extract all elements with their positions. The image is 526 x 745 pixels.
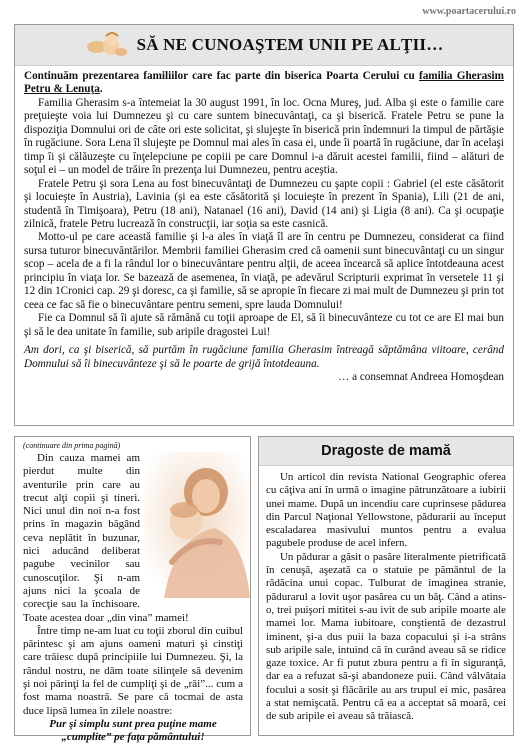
family-article	[14, 24, 514, 426]
family-article-title: SĂ NE CUNOAŞTEM UNII PE ALŢII…	[136, 35, 444, 54]
family-article-intro	[24, 70, 504, 97]
cherub-icon	[85, 30, 129, 60]
quote-line-1: Pur şi simplu sunt prea puţine mame	[49, 717, 217, 730]
family-paragraph-3: Motto-ul pe care această familie şi l-a ales în viaţă îl are în centru pe Dumnezeu, considerat ca fiind sursa tuturor binecuvântărilor. Membrii familiei Gherasim cred că oamenii sunt binecuvântaţi cu un singur scop – acela de a fi la rândul lor o binecuvântare pentru alţii, de aceea încearcă să aplice întotdeauna acest principiu în viaţa lor. Se bazează de asemenea, în viaţă, pe adevărul Scripturii exprimat în versetele 11 şi 12 din 1Cronici cap. 29 şi doresc, ca şi familie, să se apropie în fiecare zi mai mult de Dumnezeu şi prin tot ceea ce fac să fie o binecuvântare pentru semeni, spre lauda Domnului!	[24, 231, 504, 311]
family-signature: … a consemnat Andreea Homoşdean	[338, 370, 504, 383]
intro-text: Continuăm prezentarea familiilor care fac parte din biserica Poarta Cerului cu	[24, 70, 419, 82]
continued-note: (continuare din prima pagină)	[23, 441, 121, 450]
mother-and-child-illustration	[144, 452, 250, 598]
family-paragraph-4: Fie ca Domnul să îi ajute să rămână cu toţii aproape de El, să îi binecuvânteze cu tot ce are El mai bun şi să le dea unitate în familie, sub aripile dragostei Lui!	[24, 312, 504, 338]
family-article-body	[15, 66, 513, 384]
mothers-love-header	[259, 437, 513, 466]
mothers-love-body	[259, 466, 513, 724]
mothers-love-article	[258, 436, 514, 736]
family-article-header	[15, 25, 513, 66]
mothers-paragraph-2: Între timp ne-am luat cu toţii zborul din cuibul părintesc şi am ajuns oameni maturi şi cinstiţi care trăiesc după principiile lui Dumnezeu. Şi, la rândul nostru, ne dăm toate silinţele să devenim şi noi părinţi la fel de cumpliţi şi de „răi”... cum a fost mama noastră. Se pare că tocmai de asta duce lipsă lumea în zilele noastre:	[23, 624, 243, 717]
family-paragraph-1: Familia Gherasim s-a întemeiat la 30 august 1991, în loc. Ocna Mureş, jud. Alba şi este o familie care preţuieşte voia lui Dumnezeu şi cu care suntem binecuvântaţi, ca şi biserică. Fratele Petru se pune la dispoziţia Domnului ori de câte ori este solicitat, şi slujeşte în biserică prin îndemnuri la timpul de părtăşie în rugăciune. Sora Lena îl slujeşte pe Domnul mai ales în casa ei, unde îi poartă în rugăciune, dar în acelaşi timp îi şi călăuzeşte cu înţelepciune pe copiii pe care Domnul i-a dăruit acestei familii, fiind – alături de soţul ei – un model de trăire în prezenţa lui Dumnezeu, pentru aceştia.	[24, 96, 504, 177]
mothers-paragraph-1: Din cauza mamei am pierdut multe din aventurile prin care au trecut alţi copii şi tineri. Nici unul din noi n-a fost prins în magazin băgând ceva neplătit în buzunar, nici aducând deliberat pagube vecinilor sau cunoscuţilor. Şi n-am ajuns nici la şcoala de corecţie sau la închisoare. Toate acestea doar „din vina” mamei!	[23, 452, 189, 624]
mothers-love-paragraph-1: Un articol din revista National Geographic oferea cu câţiva ani în urmă o imagine pătrunzătoare a iubirii unei mame. După un incendiu care cuprinsese pădurea din Parcul Naţional Yellowstone, pădurarii au început escaladarea masivului muntos pentru a evalua pagubele produse de acel infern.	[266, 471, 506, 550]
family-name-link[interactable]: familia Gherasim Petru & Lenuţa	[24, 70, 504, 96]
mothers-article-body	[15, 437, 250, 745]
intro-suffix: .	[99, 83, 103, 96]
mothers-love-paragraph-2: Un pădurar a găsit o pasăre literalmente pietrificată în cenuşă, aşezată ca o statuie pe pământul de la rădăcina unui copac. Tulburat de imaginea stranie, pădurarul a lovit uşor pasărea cu un băţ. Când a atins-o, trei puişori mititei s-au ivit de sub aripile moarte ale mamei lor. Mama iubitoare, conştientă de dezastrul iminent, şi-a dus puii la baza copacului şi i-a strâns sub aripile sale, intuind că în curând aveau să se ridice gaze toxice. Ar fi putut zbura pentru a fi în siguranţă, dar ea a refuzat să-şi abandoneze puii. Când vâlvătaia focului a sosit şi flăcările au ars trupul ei mic, pasărea a stat nemişcată. Pentru că ea a acceptat să moară, cei de sub aripile ei aveau să trăiască.	[266, 550, 506, 723]
mothers-article	[14, 436, 251, 744]
family-closing: Am dori, ca şi biserică, să purtăm în rugăciune familia Gherasim întreagă săptămâna viitoare, cerând Domnului să îi binecuvânteze şi să le poarte de grijă întotdeauna.	[24, 344, 504, 370]
mothers-quote	[23, 718, 243, 745]
mothers-love-title: Dragoste de mamă	[321, 443, 451, 459]
quote-line-2: „cumplite” pe faţa pământului!	[61, 731, 205, 744]
site-url[interactable]: www.poartacerului.ro	[422, 6, 516, 17]
family-paragraph-2: Fratele Petru şi sora Lena au fost binecuvântaţi de Dumnezeu cu şapte copii : Gabriel (el este căsătorit şi locuieşte în Austria), Lavinia (şi ea este căsătorită şi locuieşte în prezent în Spania), Lili (21 de ani, studentă în Timişoara), Petru (18 ani), Natanael (16 ani), David (14 ani) şi Ligia (8 ani). Ca şi ocupaţie zilnică, fratele Petru lucrează în construcţii, iar soţia sa este casnică.	[24, 177, 504, 230]
